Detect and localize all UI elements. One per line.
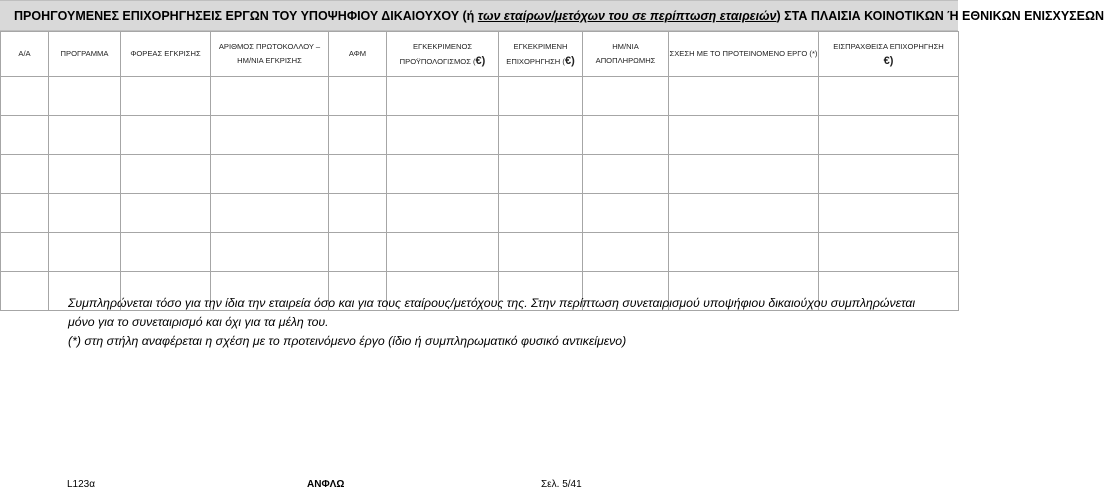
grants-table xyxy=(0,31,959,311)
note-line: (*) στη στήλη αναφέρεται η σχέση με το προτεινόμενο έργο (ίδιο ή συμπληρωματικό φυσικό αντικείμενο) xyxy=(68,334,627,348)
table-cell[interactable] xyxy=(387,155,499,194)
euro-sign: € xyxy=(564,54,572,67)
table-cell[interactable] xyxy=(499,77,583,116)
col-approval-body: ΦΟΡΕΑΣ ΕΓΚΡΙΣΗΣ xyxy=(121,32,211,77)
footer-code: L123α xyxy=(67,479,96,490)
table-row xyxy=(1,233,959,272)
table-cell[interactable] xyxy=(499,233,583,272)
table-cell[interactable] xyxy=(1,155,49,194)
table-cell[interactable] xyxy=(499,116,583,155)
table-row xyxy=(1,77,959,116)
col-payment-date: ΗΜ/ΝΙΑ ΑΠΟΠΛΗΡΩΜΗΣ xyxy=(583,32,669,77)
page-title xyxy=(0,0,1104,31)
table-cell[interactable] xyxy=(211,194,329,233)
table-cell[interactable] xyxy=(669,77,819,116)
table-cell[interactable] xyxy=(819,77,959,116)
table-cell[interactable] xyxy=(49,233,121,272)
euro-sign: € xyxy=(883,54,890,67)
table-cell[interactable] xyxy=(211,116,329,155)
table-cell[interactable] xyxy=(121,233,211,272)
table-cell[interactable] xyxy=(583,194,669,233)
table-cell[interactable] xyxy=(211,155,329,194)
table-cell[interactable] xyxy=(121,194,211,233)
table-cell[interactable] xyxy=(49,155,121,194)
table-cell[interactable] xyxy=(49,77,121,116)
table-cell[interactable] xyxy=(583,233,669,272)
table-cell[interactable] xyxy=(1,272,49,311)
table-cell[interactable] xyxy=(387,233,499,272)
table-cell[interactable] xyxy=(387,77,499,116)
table-cell[interactable] xyxy=(1,77,49,116)
table-body xyxy=(1,77,959,311)
table-cell[interactable] xyxy=(499,155,583,194)
col-program: ΠΡΟΓΡΑΜΜΑ xyxy=(49,32,121,77)
title-underlined: των εταίρων/μετόχων του σε περίπτωση εταιρειών xyxy=(477,9,777,23)
col-collected-grant: ΕΙΣΠΡΑΧΘΕΙΣΑ ΕΠΙΧΟΡΗΓΗΣΗ €) xyxy=(819,32,959,77)
table-row xyxy=(1,116,959,155)
table-header-row xyxy=(1,32,959,77)
note-line: μόνο για το συνεταιρισμό και όχι για τα μέλη του. xyxy=(68,315,329,329)
table-cell[interactable] xyxy=(583,155,669,194)
table-row xyxy=(1,155,959,194)
page-footer xyxy=(0,478,960,491)
table-cell[interactable] xyxy=(121,116,211,155)
table-cell[interactable] xyxy=(669,116,819,155)
table-cell[interactable] xyxy=(583,77,669,116)
col-approved-budget: ΕΓΚΕΚΡΙΜΕΝΟΣ ΠΡΟΫΠΟΛΟΓΙΣΜΟΣ (€) xyxy=(387,32,499,77)
col-afm: ΑΦΜ xyxy=(329,32,387,77)
table-cell[interactable] xyxy=(329,116,387,155)
table-cell[interactable] xyxy=(329,233,387,272)
col-approved-grant: ΕΓΚΕΚΡΙΜΕΝΗ ΕΠΙΧΟΡΗΓΗΣΗ (€) xyxy=(499,32,583,77)
table-cell[interactable] xyxy=(1,116,49,155)
euro-sign: € xyxy=(475,54,482,67)
col-relation: ΣΧΕΣΗ ΜΕ ΤΟ ΠΡΟΤΕΙΝΟΜΕΝΟ ΕΡΓΟ (*) xyxy=(669,32,819,77)
table-cell[interactable] xyxy=(819,116,959,155)
table-row xyxy=(1,194,959,233)
table-cell[interactable] xyxy=(669,155,819,194)
table-cell[interactable] xyxy=(387,194,499,233)
table-cell[interactable] xyxy=(499,194,583,233)
table-cell[interactable] xyxy=(329,194,387,233)
table-cell[interactable] xyxy=(669,194,819,233)
table-cell[interactable] xyxy=(211,233,329,272)
table-cell[interactable] xyxy=(329,77,387,116)
table-cell[interactable] xyxy=(583,116,669,155)
footer-name: ΑΝΦΛΩ xyxy=(307,479,345,490)
table-cell[interactable] xyxy=(819,155,959,194)
col-protocol-number: ΑΡΙΘΜΟΣ ΠΡΩΤΟΚΟΛΛΟΥ – ΗΜ/ΝΙΑ ΕΓΚΡΙΣΗΣ xyxy=(211,32,329,77)
table-cell[interactable] xyxy=(1,233,49,272)
table-cell[interactable] xyxy=(819,233,959,272)
table-cell[interactable] xyxy=(669,233,819,272)
table-cell[interactable] xyxy=(819,194,959,233)
table-cell[interactable] xyxy=(49,116,121,155)
table-cell[interactable] xyxy=(121,77,211,116)
notes xyxy=(68,294,948,351)
title-part1: ΠΡΟΗΓΟΥΜΕΝΕΣ ΕΠΙΧΟΡΗΓΗΣΕΙΣ ΕΡΓΩΝ ΤΟΥ ΥΠΟΨΗΦΙΟΥ ΔΙΚΑΙΟΥΧΟΥ (ή xyxy=(14,9,478,23)
col-aa: Α/Α xyxy=(1,32,49,77)
table-cell[interactable] xyxy=(121,155,211,194)
footer-page-number: Σελ. 5/41 xyxy=(541,479,582,490)
table-cell[interactable] xyxy=(49,194,121,233)
table-cell[interactable] xyxy=(1,194,49,233)
title-part2: ) ΣΤΑ ΠΛΑΙΣΙΑ ΚΟΙΝΟΤΙΚΩΝ Ή ΕΘΝΙΚΩΝ ΕΝΙΣΧΥΣΕΩΝ xyxy=(776,9,1104,23)
table-cell[interactable] xyxy=(329,155,387,194)
note-line: Συμπληρώνεται τόσο για την ίδια την εταιρεία όσο και για τους εταίρους/μετόχους της. Στην περίπτωση συνεταιρισμού υποψήφιου δικαιούχου συμπληρώνεται xyxy=(68,296,916,310)
table-cell[interactable] xyxy=(387,116,499,155)
table-cell[interactable] xyxy=(211,77,329,116)
